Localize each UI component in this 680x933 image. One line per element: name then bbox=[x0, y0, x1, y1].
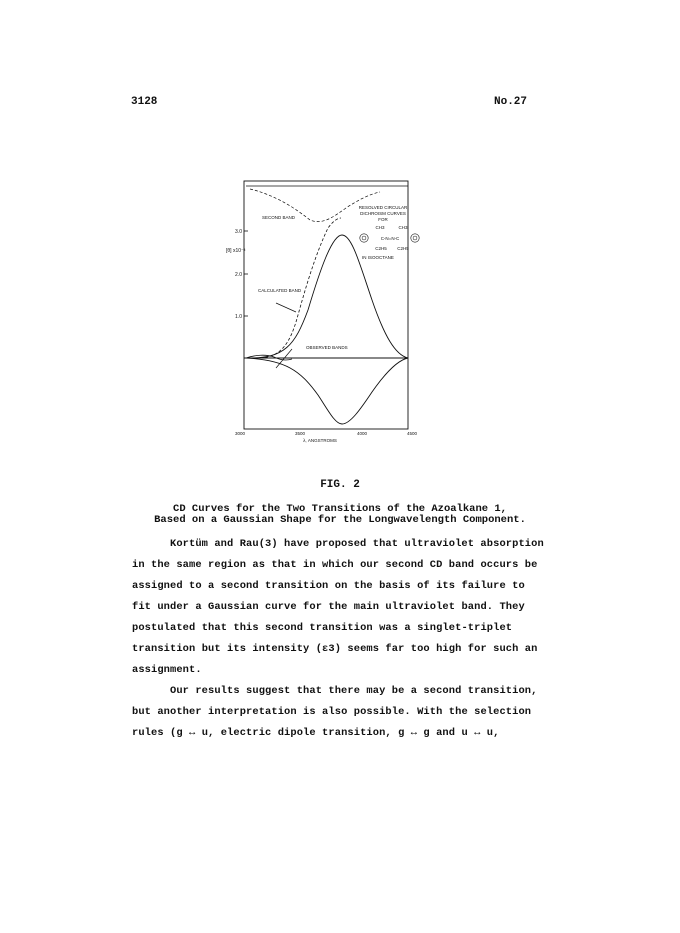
observed-positive-band bbox=[246, 235, 408, 358]
structure-c2h5-left: C2H5 bbox=[375, 246, 387, 251]
paragraph-2 bbox=[132, 681, 562, 744]
caption-line-2: Based on a Gaussian Shape for the Longwavelength Component. bbox=[154, 514, 526, 526]
phenyl-ring-left-icon bbox=[360, 234, 368, 242]
x-tick-label-4500: 4500 bbox=[406, 431, 418, 436]
paragraph-1-line-3: assigned to a second transition on the basis of its failure to bbox=[132, 580, 525, 592]
second-band-curve bbox=[250, 189, 380, 222]
x-tick-label-4000: 4000 bbox=[356, 431, 368, 436]
resolved-label-line2: DICHROISM CURVES bbox=[360, 211, 406, 216]
paragraph-1 bbox=[132, 534, 562, 681]
y-tick-label-2: 2.0 bbox=[235, 272, 242, 278]
resolved-label-line3: FOR bbox=[378, 217, 388, 222]
calculated-band-pointer bbox=[276, 303, 296, 312]
issue-number: No.27 bbox=[494, 96, 528, 108]
paragraph-2-line-3: rules (g ↔ u, electric dipole transition, g ↔ g and u ↔ u, bbox=[132, 727, 500, 739]
y-axis-label: [θ] x10⁻³ bbox=[226, 248, 246, 254]
paragraph-1-line-5: postulated that this second transition was a singlet-triplet bbox=[132, 622, 513, 634]
structure-ch3-left: CH3 bbox=[375, 225, 385, 230]
x-tick-label-3000: 3000 bbox=[234, 431, 246, 436]
paragraph-2-line-1 bbox=[132, 681, 562, 702]
paragraph-1-line-1 bbox=[132, 534, 562, 555]
paragraph-1-line-6: transition but its intensity (ε3) seems far too high for such an bbox=[132, 643, 538, 655]
small-early-band bbox=[246, 355, 292, 360]
structure-ch3-right: CH3 bbox=[398, 225, 408, 230]
paragraph-1-line-4: fit under a Gaussian curve for the main ultraviolet band. They bbox=[132, 601, 525, 613]
paragraph-1-line-1-text: Kortüm and Rau(3) have proposed that ultraviolet absorption bbox=[170, 538, 544, 550]
x-axis-label: λ, ANGSTROMS bbox=[303, 438, 337, 443]
structure-c2h5-right: C2H5 bbox=[397, 246, 409, 251]
caption-line-1: CD Curves for the Two Transitions of the Azoalkane 1, bbox=[173, 503, 507, 515]
calculated-band-label: CALCULATED BAND bbox=[258, 288, 302, 293]
calculated-band-curve bbox=[260, 218, 341, 358]
observed-bands-pointer bbox=[276, 349, 292, 368]
solvent-label: IN ISOOCTANE bbox=[362, 255, 394, 260]
plot-frame bbox=[244, 181, 408, 429]
resolved-label-line1: RESOLVED CIRCULAR bbox=[358, 205, 408, 210]
x-tick-label-3500: 3500 bbox=[294, 431, 306, 436]
paragraph-2-line-2: but another interpretation is also possible. With the selection bbox=[132, 706, 532, 718]
figure-label: FIG. 2 bbox=[320, 479, 360, 491]
phenyl-ring-right-icon bbox=[411, 234, 419, 242]
observed-negative-band bbox=[246, 358, 408, 424]
paragraph-1-line-7: assignment. bbox=[132, 664, 202, 676]
paragraph-2-line-1-text: Our results suggest that there may be a second transition, bbox=[170, 685, 538, 697]
y-tick-label-3: 3.0 bbox=[235, 229, 242, 235]
observed-bands-label: OBSERVED BANDS bbox=[306, 345, 348, 350]
second-band-label: SECOND BAND bbox=[262, 215, 296, 220]
paragraph-1-line-2: in the same region as that in which our second CD band occurs be bbox=[132, 559, 538, 571]
page-number: 3128 bbox=[131, 96, 158, 108]
structure-azo-core: C-N=N-C bbox=[380, 236, 400, 241]
y-tick-label-1: 1.0 bbox=[235, 314, 242, 320]
